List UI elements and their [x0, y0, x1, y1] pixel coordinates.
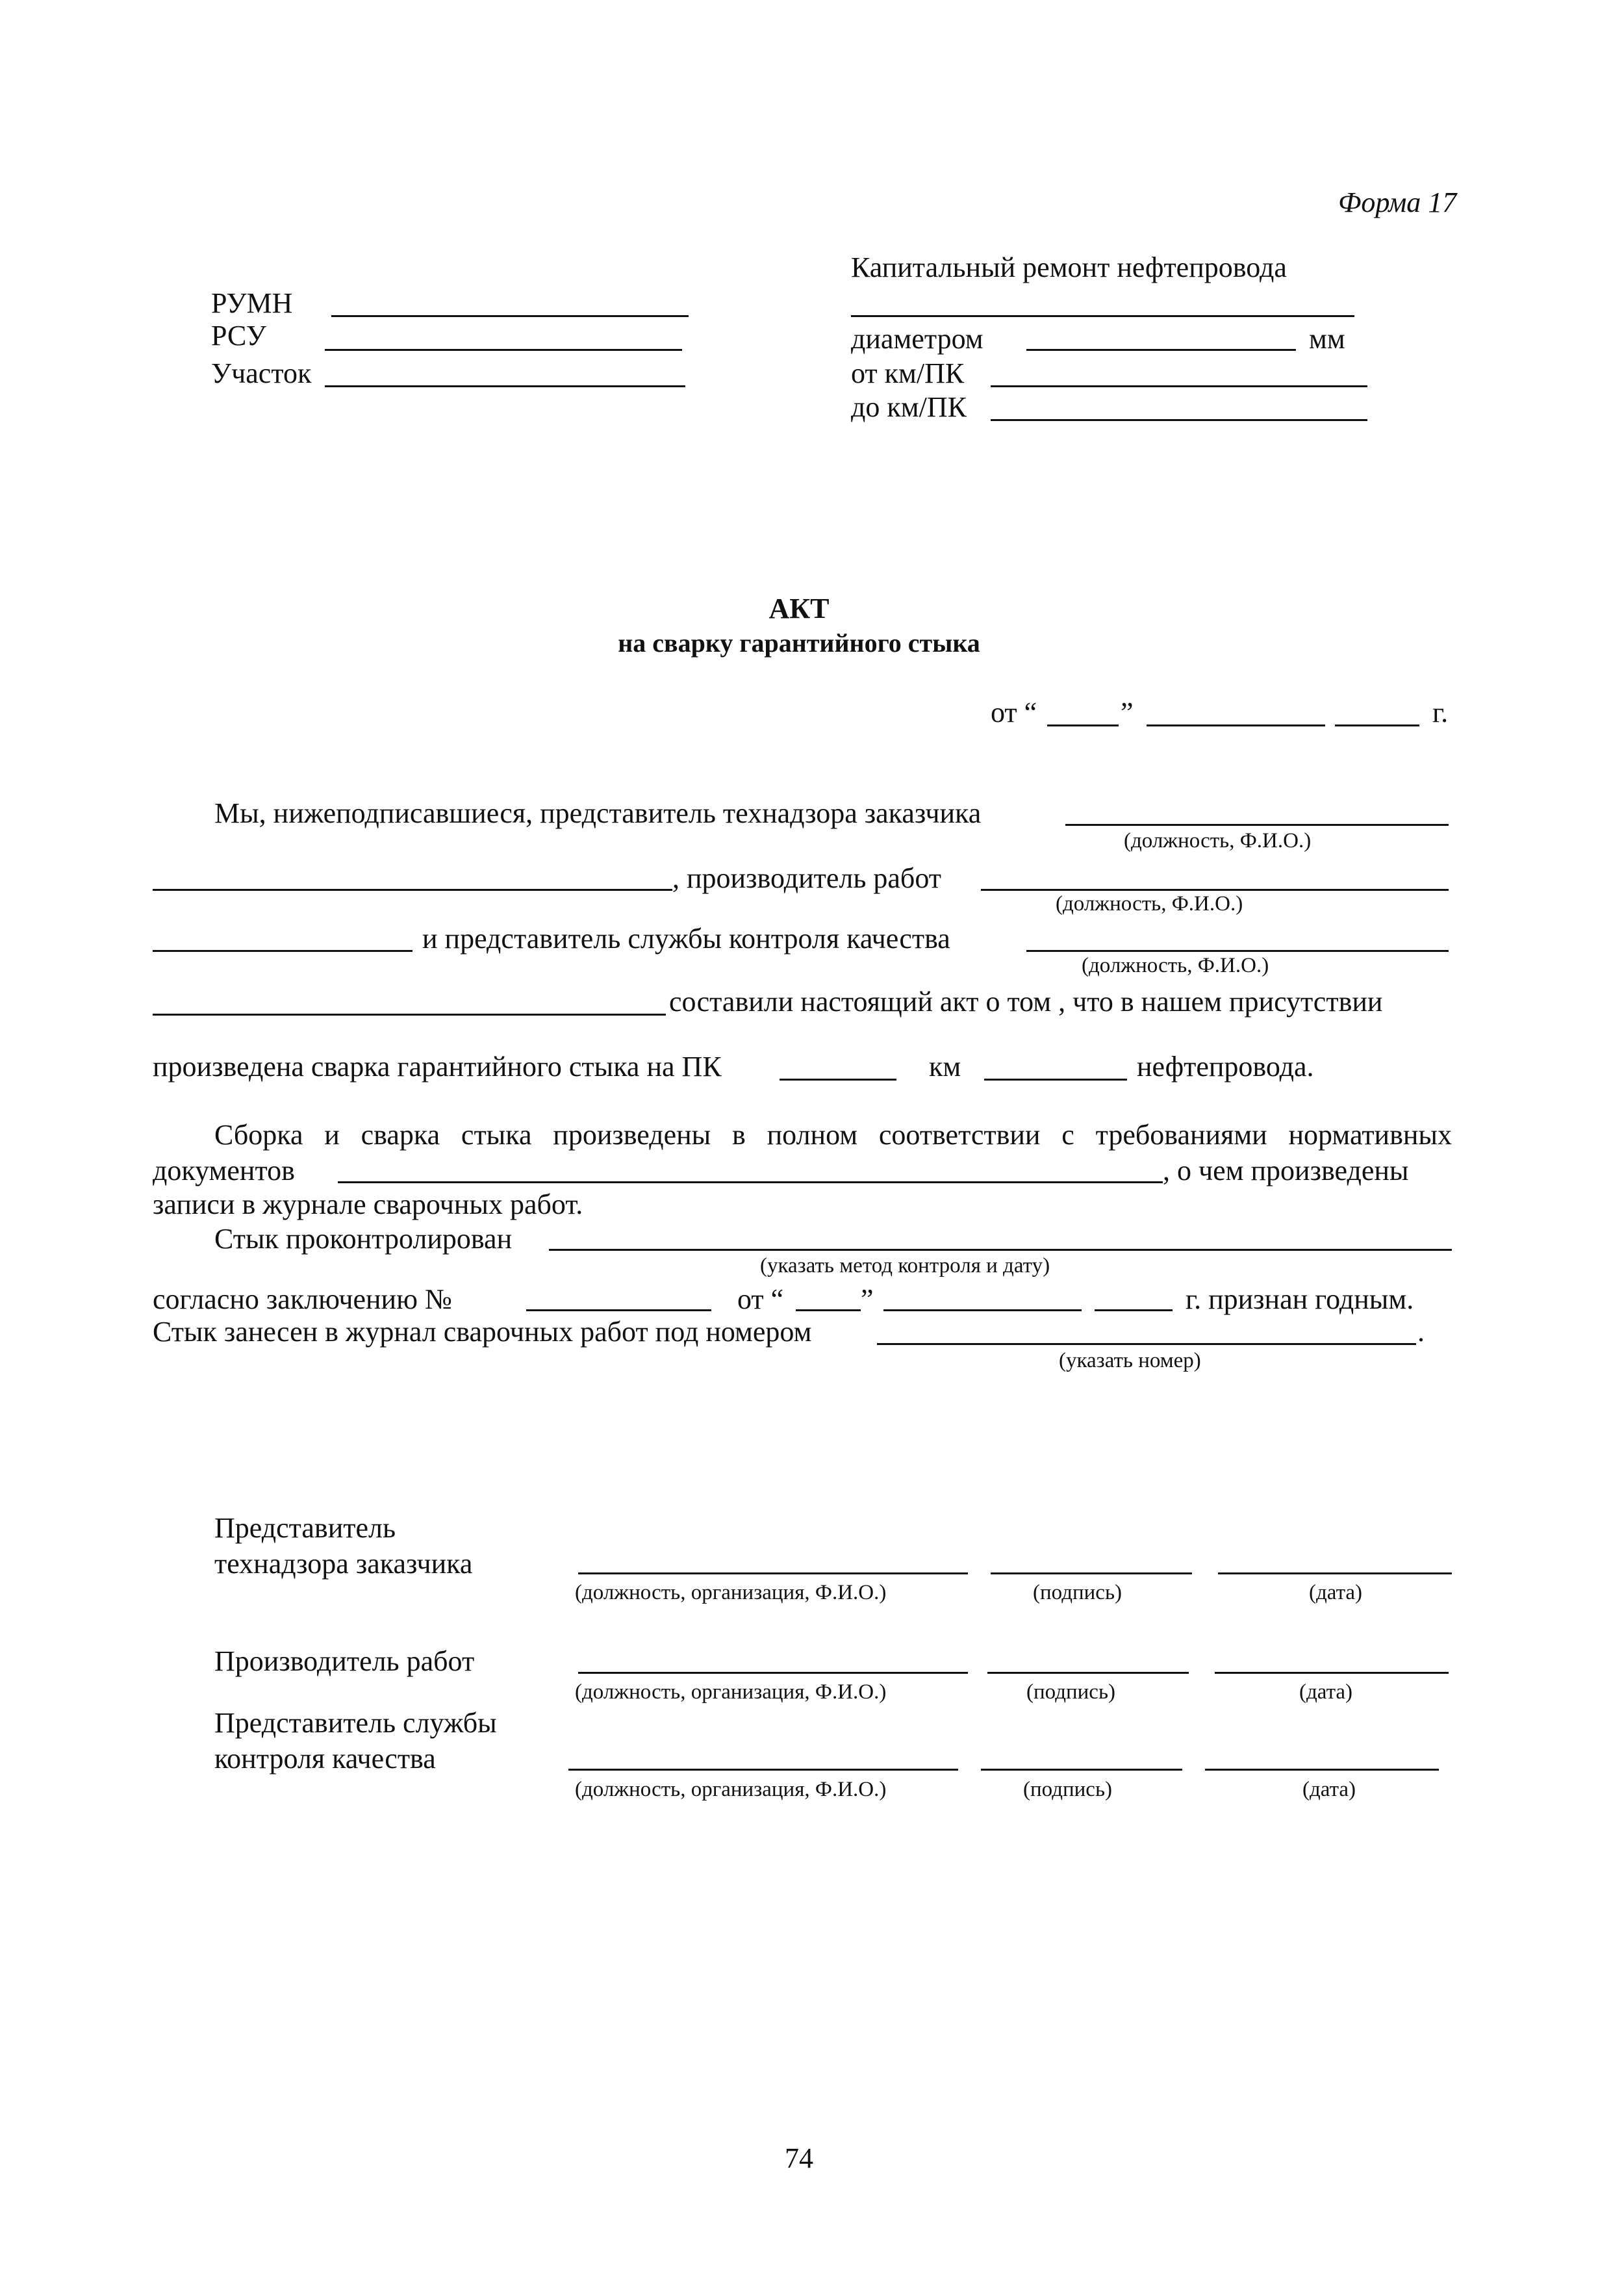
- pipeline-name-field[interactable]: [851, 315, 1354, 317]
- km-field[interactable]: [984, 1079, 1127, 1081]
- works-manager-field[interactable]: [981, 889, 1449, 891]
- date-close-quote: ”: [1121, 697, 1134, 728]
- page-number: 74: [785, 2142, 813, 2174]
- sig3-label-line1: Представитель службы: [214, 1707, 497, 1739]
- sig1-signature-field[interactable]: [991, 1572, 1192, 1574]
- conclusion-number-field[interactable]: [526, 1309, 711, 1311]
- para-2-tail: , о чем произведены: [1163, 1155, 1409, 1186]
- sig3-position-field[interactable]: [568, 1769, 958, 1771]
- para-2-documents: документов: [153, 1155, 295, 1186]
- quality-rep-field[interactable]: [1026, 950, 1449, 952]
- hint-5: (указать номер): [1059, 1349, 1201, 1372]
- sig3-hint-date: (дата): [1302, 1778, 1356, 1801]
- sig2-label-line1: Производитель работ: [214, 1645, 475, 1677]
- quality-rep-field-cont[interactable]: [153, 1014, 666, 1016]
- sig2-signature-field[interactable]: [987, 1672, 1189, 1674]
- para-3-text: Стык проконтролирован: [214, 1223, 513, 1255]
- para-4-close-quote: ”: [861, 1283, 874, 1315]
- hint-1: (должность, Ф.И.О.): [1124, 829, 1312, 853]
- date-day-field[interactable]: [1047, 724, 1119, 726]
- header-right-title: Капитальный ремонт нефтепровода: [851, 251, 1287, 283]
- body-line-3: и представитель службы контроля качества: [422, 923, 950, 955]
- sig3-date-field[interactable]: [1205, 1769, 1439, 1771]
- sig1-label-line1: Представитель: [214, 1512, 396, 1544]
- hint-3: (должность, Ф.И.О.): [1082, 954, 1269, 977]
- sig1-hint-date: (дата): [1309, 1581, 1363, 1604]
- body-line-5a: произведена сварка гарантийного стыка на ПК: [153, 1051, 722, 1083]
- rsu-label: РСУ: [211, 320, 266, 352]
- body-line-5c: нефтепровода.: [1137, 1051, 1314, 1083]
- doc-subtitle: на сварку гарантийного стыка: [618, 628, 980, 658]
- to-km-field[interactable]: [991, 419, 1367, 421]
- para-5-text: Стык занесен в журнал сварочных работ под номером: [153, 1316, 812, 1348]
- from-km-label: от км/ПК: [851, 357, 965, 389]
- date-year-field[interactable]: [1335, 724, 1419, 726]
- hint-2: (должность, Ф.И.О.): [1056, 892, 1243, 916]
- rumn-label: РУМН: [211, 287, 293, 319]
- body-line-5b: км: [929, 1051, 961, 1083]
- pk-field[interactable]: [780, 1079, 896, 1081]
- sig1-date-field[interactable]: [1218, 1572, 1452, 1574]
- body-line-4: составили настоящий акт о том , что в нашем присутствии: [669, 986, 1383, 1018]
- date-month-field[interactable]: [1147, 724, 1325, 726]
- sig1-position-field[interactable]: [578, 1572, 968, 1574]
- sig1-label-line2: технадзора заказчика: [214, 1548, 473, 1580]
- rsu-field[interactable]: [325, 349, 682, 351]
- para-2-line-1: Сборка и сварка стыка произведены в полном соответствии с требованиями нормативных: [214, 1119, 1452, 1151]
- sig3-hint-signature: (подпись): [1023, 1778, 1112, 1801]
- conclusion-year-field[interactable]: [1095, 1309, 1173, 1311]
- sig3-label-line2: контроля качества: [214, 1743, 436, 1775]
- from-km-field[interactable]: [991, 385, 1367, 387]
- doc-title: АКТ: [768, 593, 830, 624]
- sig1-hint-position: (должность, организация, Ф.И.О.): [575, 1581, 887, 1604]
- para-4-text: согласно заключению №: [153, 1283, 452, 1315]
- to-km-label: до км/ПК: [851, 391, 967, 423]
- works-manager-field-cont[interactable]: [153, 950, 412, 952]
- diameter-label: диаметром: [851, 323, 983, 355]
- normative-docs-field[interactable]: [338, 1181, 1163, 1183]
- uchastok-label: Участок: [211, 357, 312, 389]
- para-4-tail: г. признан годным.: [1186, 1283, 1414, 1315]
- diameter-field[interactable]: [1026, 349, 1296, 351]
- para-2-line-3: записи в журнале сварочных работ.: [153, 1188, 583, 1220]
- body-line-1: Мы, нижеподписавшиеся, представитель технадзора заказчика: [214, 797, 982, 829]
- sig2-hint-position: (должность, организация, Ф.И.О.): [575, 1680, 887, 1704]
- control-method-field[interactable]: [549, 1249, 1452, 1251]
- conclusion-day-field[interactable]: [796, 1309, 861, 1311]
- tech-supervisor-field[interactable]: [1065, 824, 1449, 826]
- tech-supervisor-field-cont[interactable]: [153, 889, 672, 891]
- sig2-hint-signature: (подпись): [1026, 1680, 1115, 1704]
- journal-number-field[interactable]: [877, 1343, 1416, 1345]
- sig1-hint-signature: (подпись): [1033, 1581, 1122, 1604]
- sig3-signature-field[interactable]: [981, 1769, 1182, 1771]
- sig2-position-field[interactable]: [578, 1672, 968, 1674]
- sig2-date-field[interactable]: [1215, 1672, 1449, 1674]
- body-line-2: , производитель работ: [672, 862, 941, 894]
- uchastok-field[interactable]: [325, 385, 685, 387]
- date-g: г.: [1432, 697, 1449, 728]
- rumn-field[interactable]: [331, 315, 689, 317]
- para-5-period: .: [1417, 1316, 1425, 1348]
- sig3-hint-position: (должность, организация, Ф.И.О.): [575, 1778, 887, 1801]
- mm-label: мм: [1309, 323, 1345, 355]
- form-label: Форма 17: [1338, 186, 1457, 218]
- para-4-ot: от “: [737, 1283, 784, 1315]
- sig2-hint-date: (дата): [1299, 1680, 1353, 1704]
- conclusion-month-field[interactable]: [883, 1309, 1082, 1311]
- hint-4: (указать метод контроля и дату): [760, 1254, 1050, 1277]
- date-ot: от “: [991, 697, 1037, 728]
